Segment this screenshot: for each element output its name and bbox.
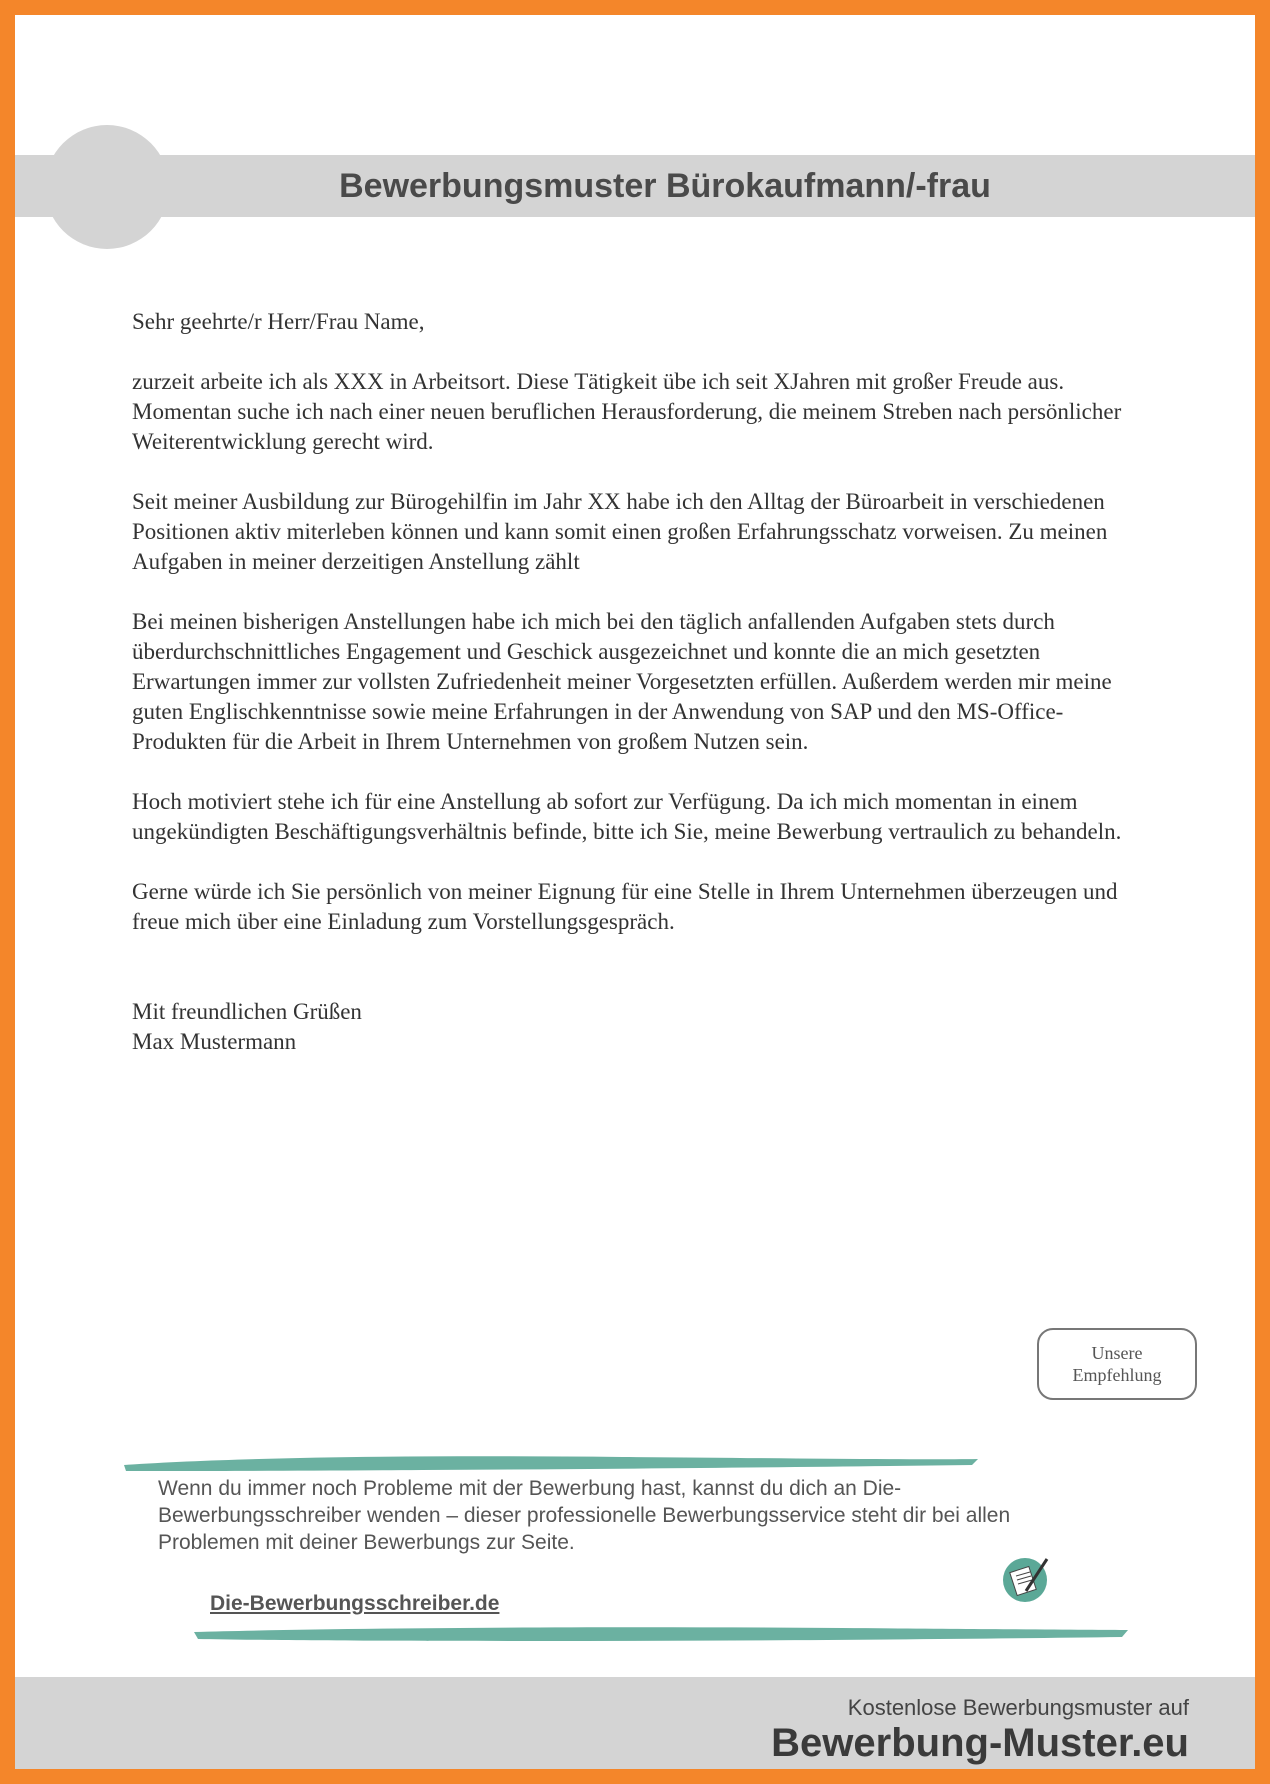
letter-paragraph: Gerne würde ich Sie persönlich von meiner Eignung für eine Stelle in Ihrem Unternehmen überzeugen und freue mich über eine Einladung zum Vorstellungsgespräch.: [132, 879, 1118, 934]
bubble-line-1: Unsere: [1091, 1343, 1143, 1363]
recommendation-text: Wenn du immer noch Probleme mit der Bewerbung hast, kannst du dich an Die-Bewerbungsschreiber wenden – dieser professionelle Bewerbungsservice steht dir bei allen Problemen mit deiner Bewerbungs zur Seite.: [158, 1477, 1011, 1554]
recommendation-bubble: [1037, 1328, 1197, 1400]
letter-body: [132, 307, 1152, 1057]
page-title: Bewerbungsmuster Bürokaufmann/-frau: [339, 167, 991, 205]
bewerbungsschreiber-link[interactable]: Die-Bewerbungsschreiber.de: [210, 1592, 500, 1615]
bubble-line-2: Empfehlung: [1072, 1365, 1162, 1385]
brush-stroke-top: [122, 1451, 982, 1475]
footer-brand: Bewerbung-Muster.eu: [771, 1721, 1189, 1765]
pen-paper-icon: [1000, 1553, 1050, 1603]
letter-paragraph: zurzeit arbeite ich als XXX in Arbeitsort. Diese Tätigkeit übe ich seit XJahren mit großer Freude aus. Momentan suche ich nach einer neuen beruflichen Herausforderung, die meinem Streben nach persönlicher Weiterentwicklung gerecht wird.: [132, 369, 1122, 454]
letter-paragraph: Bei meinen bisherigen Anstellungen habe ich mich bei den täglich anfallenden Aufgaben stets durch überdurchschnittliches Engagement und Geschick ausgezeichnet und konnte die an mich gesetzten Erwartungen immer zur vollsten Zufriedenheit meiner Vorgesetzten erfüllen. Außerdem werden mir meine guten Englischkenntnisse sowie meine Erfahrungen in der Anwendung von SAP und den MS-Office-Produkten für die Arbeit in Ihrem Unternehmen von großem Nutzen sein.: [132, 609, 1112, 754]
letter-paragraph: Hoch motiviert stehe ich für eine Anstellung ab sofort zur Verfügung. Da ich mich momentan in einem ungekündigten Beschäftigungsverhältnis befinde, bitte ich Sie, meine Bewerbung vertraulich zu behandeln.: [132, 789, 1122, 844]
signature-name: Max Mustermann: [132, 1029, 297, 1054]
closing-greeting: Mit freundlichen Grüßen: [132, 999, 362, 1024]
letter-salutation: Sehr geehrte/r Herr/Frau Name,: [132, 309, 425, 334]
brush-stroke-bottom: [192, 1622, 1132, 1646]
letter-closing: [132, 997, 1152, 1057]
letter-paragraph: Seit meiner Ausbildung zur Bürogehilfin im Jahr XX habe ich den Alltag der Büroarbeit in verschiedenen Positionen aktiv miterleben können und kann somit einen großen Erfahrungsschatz vorweisen. Zu meinen Aufgaben in meiner derzeitigen Anstellung zählt: [132, 489, 1108, 574]
footer-tagline: Kostenlose Bewerbungsmuster auf: [847, 1695, 1189, 1720]
document-page: [15, 15, 1255, 1769]
